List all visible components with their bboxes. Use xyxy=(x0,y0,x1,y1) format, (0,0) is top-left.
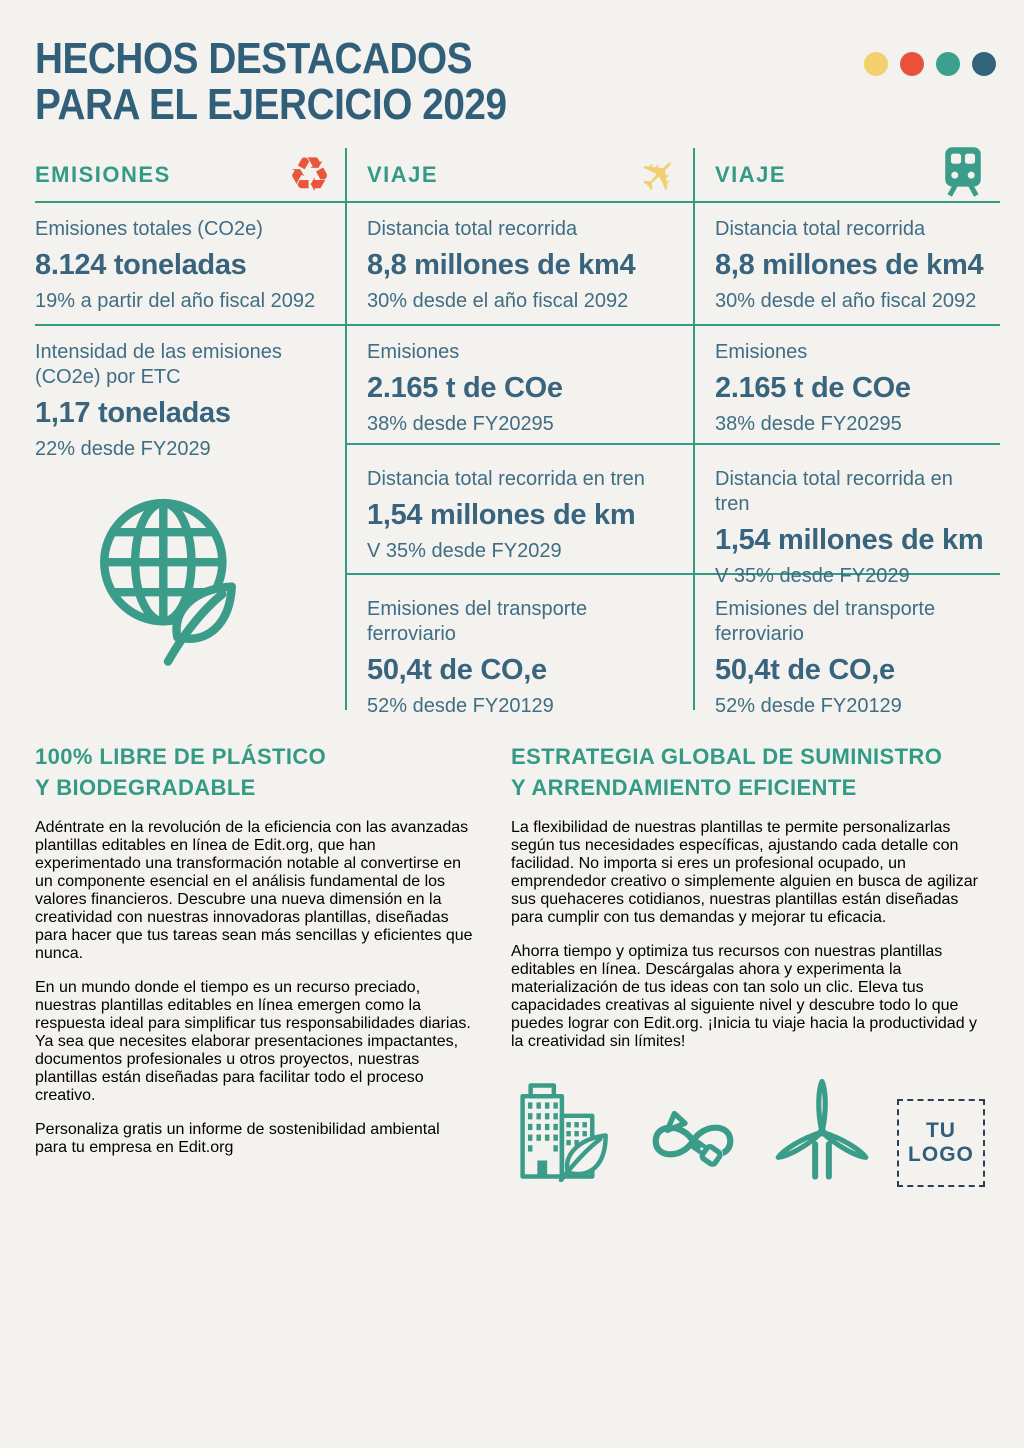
stat-cell xyxy=(347,326,693,445)
section-plastico xyxy=(35,742,475,1187)
stat-cell xyxy=(695,445,1000,588)
stat-cell xyxy=(35,203,345,326)
section-paragraph: Ahorra tiempo y optimiza tus recursos con nuestras plantillas editables en línea. Descárgalas ahora y experimenta la materialización de tus ideas con tan solo un clic. Eleva tus capacidades creativas al siguiente nivel y descubre todo lo que puedes lograr con Edit.org. ¡Inicia tu viaje hacia la productividad y la creatividad sin límites! xyxy=(511,943,978,1051)
section-heading xyxy=(35,742,475,803)
dot-red-icon xyxy=(900,52,924,76)
stat-note: 30% desde el año fiscal 2092 xyxy=(367,290,629,313)
stat-cell xyxy=(347,203,693,326)
stat-note: 38% desde FY20295 xyxy=(367,413,554,436)
stat-label: Emisiones totales (CO2e) xyxy=(35,218,263,241)
stat-note: 19% a partir del año fiscal 2092 xyxy=(35,290,316,313)
stat-label: Emisiones xyxy=(367,341,460,364)
stat-value: 8,8 millones de km4 xyxy=(715,249,984,282)
train-icon xyxy=(940,146,986,203)
column-header xyxy=(35,148,345,203)
logo-text-line1: TU xyxy=(925,1118,956,1142)
section-paragraph: En un mundo donde el tiempo es un recurso preciado, nuestras plantillas editables en línea emergen como la respuesta ideal para simplificar tus responsabilidades diarias. Ya sea que necesites elaborar presentaciones impactantes, documentos profesionales u otros proyectos, nuestras plantillas están diseñadas para facilitar todo el proceso creativo. xyxy=(35,979,471,1105)
stat-value: 1,17 toneladas xyxy=(35,397,231,430)
stat-cell xyxy=(695,326,1000,445)
stat-note: 38% desde FY20295 xyxy=(715,413,902,436)
section-paragraph: La flexibilidad de nuestras plantillas te permite personalizarlas según tus necesidades específicas, ajustando cada detalle con facilidad. No importa si eres un profesional ocupado, un emprendedor creativo o simplemente alguien en busca de agilizar sus quehaceres cotidianos, nuestras plantillas están diseñadas para cumplir con tus demandas y mejorar tu eficacia. xyxy=(511,819,978,927)
section-heading-line1: 100% LIBRE DE PLÁSTICO xyxy=(35,744,327,770)
stat-label: Distancia total recorrida xyxy=(367,218,578,241)
stat-label: Intensidad de las emisiones (CO2e) por ETC xyxy=(35,341,282,389)
stat-label: Emisiones del transporte ferroviario xyxy=(715,598,936,646)
page-title-line1: HECHOS DESTACADOS xyxy=(35,34,473,83)
stat-note: V 35% desde FY2029 xyxy=(367,540,562,563)
stat-label: Emisiones xyxy=(715,341,808,364)
stats-column-emisiones xyxy=(35,148,345,710)
stats-column-viaje-avion xyxy=(345,142,693,718)
stat-cell xyxy=(347,445,693,575)
airplane-icon: ✈ xyxy=(627,142,693,208)
footer-icons-row xyxy=(511,1077,989,1187)
stat-cell xyxy=(695,203,1000,326)
stat-note: V 35% desde FY2029 xyxy=(715,565,910,588)
section-paragraph: Personaliza gratis un informe de sostenibilidad ambiental para tu empresa en Edit.org xyxy=(35,1121,440,1157)
stats-column-viaje-tren xyxy=(693,148,1000,718)
page-title-line2: PARA EL EJERCICIO 2029 xyxy=(35,80,507,130)
column-header-label: EMISIONES xyxy=(35,161,171,187)
stat-cell xyxy=(695,575,1000,718)
dot-teal-icon xyxy=(936,52,960,76)
stats-grid xyxy=(35,142,1000,718)
stat-value: 8,8 millones de km4 xyxy=(367,249,636,282)
section-paragraph: Adéntrate en la revolución de la eficiencia con las avanzadas plantillas editables en línea de Edit.org, que han experimentado una transformación notable al convertirse en un componente esencial en el análisis fundamental de los valores financieros. Descubre una nueva dimensión en la creatividad con nuestras innovadoras plantillas, diseñadas para hacer que tus tareas sean más sencillas y eficientes que nunca. xyxy=(35,819,473,963)
green-energy-plug-icon xyxy=(638,1100,748,1187)
column-header-label: VIAJE xyxy=(367,161,439,187)
column-header-label: VIAJE xyxy=(715,161,787,187)
stat-label: Emisiones del transporte ferroviario xyxy=(367,598,588,646)
dot-navy-icon xyxy=(972,52,996,76)
stat-value: 1,54 millones de km xyxy=(367,499,636,532)
section-heading-line2: Y BIODEGRADABLE xyxy=(35,774,256,800)
stat-label: Distancia total recorrida xyxy=(715,218,926,241)
column-header xyxy=(347,142,693,208)
stat-note: 52% desde FY20129 xyxy=(367,695,554,718)
section-estrategia xyxy=(511,742,989,1187)
stat-value: 2.165 t de COe xyxy=(715,372,911,405)
stat-cell xyxy=(347,575,693,718)
stat-cell xyxy=(35,326,345,461)
logo-placeholder xyxy=(897,1099,985,1187)
logo-text-line2: LOGO xyxy=(908,1143,974,1167)
column-header xyxy=(695,148,1000,203)
stat-value: 50,4t de CO,e xyxy=(715,654,895,687)
bottom-sections xyxy=(35,742,989,1187)
decorative-dots xyxy=(864,52,996,76)
section-heading-line1: ESTRATEGIA GLOBAL DE SUMINISTRO xyxy=(511,744,943,770)
page-title xyxy=(35,36,905,128)
wind-turbine-icon xyxy=(774,1077,870,1187)
stat-value: 50,4t de CO,e xyxy=(367,654,547,687)
eco-buildings-icon xyxy=(511,1080,611,1187)
stat-label: Distancia total recorrida en tren xyxy=(367,468,645,491)
stat-value: 1,54 millones de km xyxy=(715,524,984,557)
globe-leaf-icon xyxy=(93,489,345,676)
stat-value: 8.124 toneladas xyxy=(35,249,247,282)
stat-value: 2.165 t de COe xyxy=(367,372,563,405)
section-heading-line2: Y ARRENDAMIENTO EFICIENTE xyxy=(511,774,857,800)
stat-note: 30% desde el año fiscal 2092 xyxy=(715,290,977,313)
stat-note: 52% desde FY20129 xyxy=(715,695,902,718)
stat-label: Distancia total recorrida en tren xyxy=(715,468,953,516)
stat-note: 22% desde FY2029 xyxy=(35,438,211,461)
recycle-icon: ♻ xyxy=(287,146,331,203)
dot-yellow-icon xyxy=(864,52,888,76)
section-heading xyxy=(511,742,989,803)
